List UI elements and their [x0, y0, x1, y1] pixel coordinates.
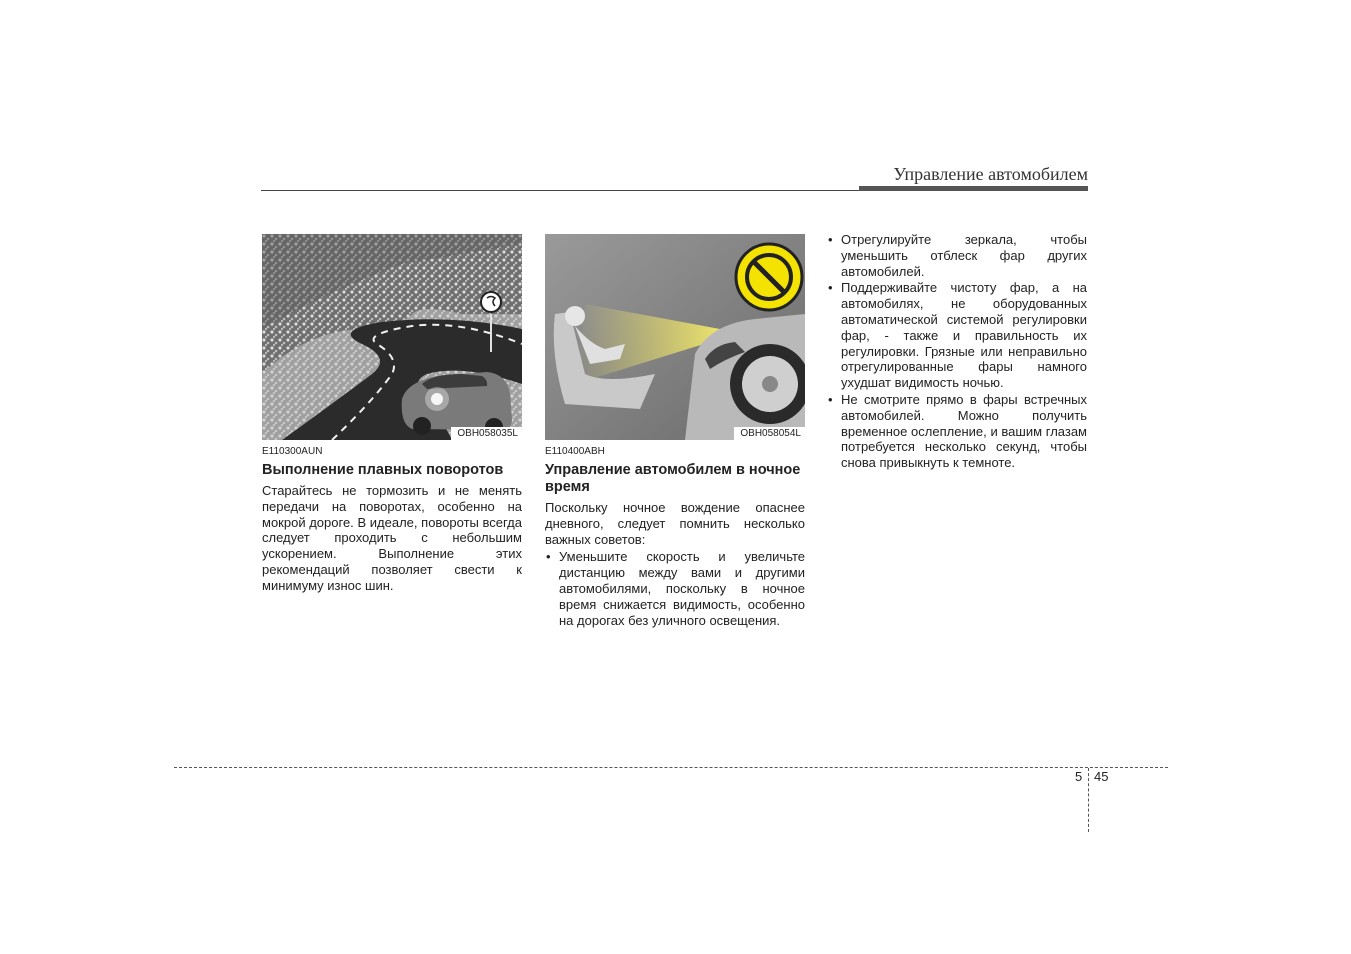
section-code: E110300AUN: [262, 446, 323, 457]
figure-code: OBH058054L: [734, 427, 805, 440]
header-rule: [261, 190, 859, 191]
column-night-driving: [545, 234, 805, 629]
section-heading: Выполнение плавных поворотов: [262, 462, 504, 478]
bullet-icon: •: [828, 232, 833, 247]
tips-list: [827, 232, 1087, 471]
section-body: Поскольку ночное вождение опаснее дневного, следует помнить несколько важных советов:: [545, 500, 805, 547]
bullet-icon: •: [828, 391, 833, 407]
footer-divider: [1088, 768, 1089, 832]
header-bar: [859, 186, 1088, 191]
footer-rule: [174, 767, 1168, 768]
bullet-icon: •: [546, 549, 551, 565]
figure-code: OBH058035L: [451, 427, 522, 440]
night-driving-drawing: [545, 234, 805, 440]
list-item: • Уменьшите скорость и увеличьте дистанцию между вами и другими автомобилями, поскольку в ночное время снижается видимость, особенно на дорогах без уличного освещения.: [546, 549, 805, 628]
section-heading: Управление автомобилем в ночное время: [545, 462, 801, 495]
bullet-icon: •: [828, 280, 833, 296]
column-night-tips: [827, 232, 1087, 472]
list-item: • Не смотрите прямо в фары встречных автомобилей. Можно получить временное ослепление, и вашим глазам потребуется несколько секунд, чтобы снова привыкнуть к темноте.: [828, 391, 1087, 471]
section-number: 5: [1075, 769, 1083, 784]
page-number: 45: [1094, 769, 1109, 784]
column-smooth-turns: [262, 234, 522, 594]
no-overtaking-sign-icon: [481, 292, 501, 312]
night-driving-illustration: [545, 234, 805, 440]
tips-list: [545, 549, 805, 628]
winter-road-drawing: [262, 234, 522, 440]
list-item: • Отрегулируйте зеркала, чтобы уменьшить отблеск фар других автомобилей.: [828, 232, 1087, 279]
section-code: E110400ABH: [545, 446, 605, 457]
winter-road-illustration: [262, 234, 522, 440]
section-body: Старайтесь не тормозить и не менять передачи на поворотах, особенно на мокрой дороге. В идеале, повороты всегда следует проходить с небольшим ускорением. Выполнение этих рекомендаций позволяет свести к минимуму износ шин.: [262, 483, 522, 593]
list-item: • Поддерживайте чистоту фар, а на автомобилях, не оборудованных автоматической системой регулировки фар, - также и правильность их регулировки. Грязные или неправильно отрегулированные фары намного ухудшат видимость ночью.: [828, 280, 1087, 391]
page-header-title: Управление автомобилем: [893, 164, 1088, 184]
